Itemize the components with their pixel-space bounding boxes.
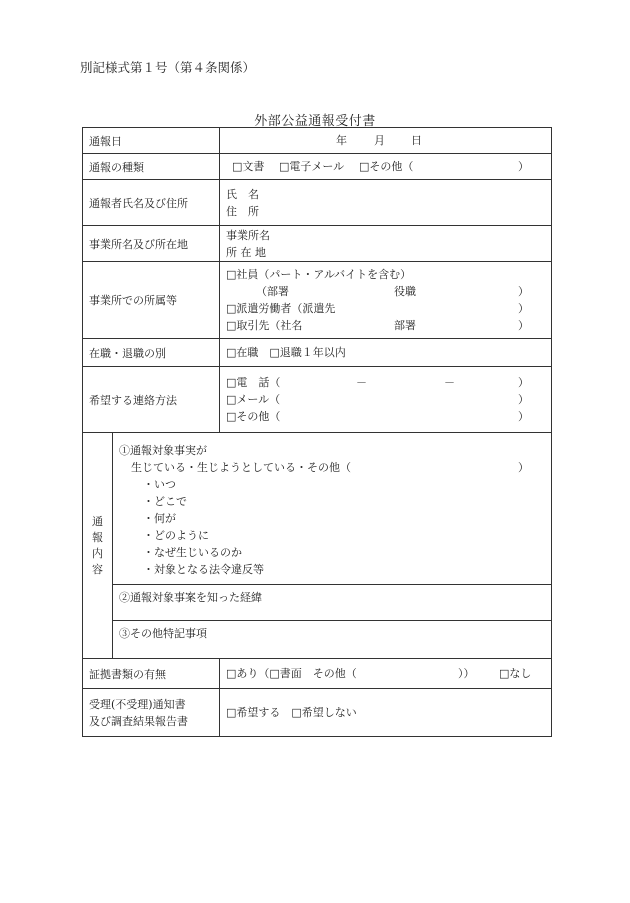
section-1-status: 生じている・生じようとしている・その他（ — [131, 461, 351, 474]
item-why: ・なぜ生じいるのか — [143, 546, 242, 559]
row-report-type — [83, 154, 552, 180]
paren-close: ）） — [458, 667, 475, 680]
year-label: 年 — [336, 134, 347, 147]
option-partner[interactable]: □取引先（社名 — [226, 319, 303, 332]
role-label: 役職 — [394, 285, 416, 298]
field-evidence — [220, 659, 552, 689]
field-affiliation — [220, 262, 552, 339]
label-employment-status: 在職・退職の別 — [83, 339, 220, 367]
day-label: 日 — [411, 134, 422, 147]
label-report-type: 通報の種類 — [83, 154, 220, 180]
field-notice — [220, 689, 552, 737]
row-content-background — [83, 585, 552, 621]
section-2-title: ②通報対象事案を知った経緯 — [119, 591, 262, 604]
phone-dash-2: － — [444, 376, 455, 389]
field-reporter[interactable] — [220, 180, 552, 226]
paren-close: ） — [518, 160, 529, 173]
label-report-content: 通 報 内 容 — [83, 433, 113, 659]
label-notice: 受理(不受理)通知書 及び調査結果報告書 — [83, 689, 220, 737]
field-content-notes[interactable] — [113, 621, 552, 659]
label-contact-method: 希望する連絡方法 — [83, 367, 220, 433]
paren-close: ） — [518, 285, 529, 298]
option-dispatch[interactable]: □派遣労働者（派遣先 — [226, 302, 336, 315]
option-employee[interactable]: □社員（パート・アルバイトを含む） — [226, 268, 412, 281]
document-title: 外部公益通報受付書 — [254, 114, 376, 129]
reporter-name-label: 氏 名 — [226, 187, 259, 201]
section-1-title: ①通報対象事実が — [119, 444, 207, 457]
row-employment-status — [83, 339, 552, 367]
dept-label: （部署 — [256, 285, 289, 298]
item-when: ・いつ — [143, 478, 176, 491]
row-evidence — [83, 659, 552, 689]
item-where: ・どこで — [143, 495, 187, 508]
row-content-notes — [83, 621, 552, 659]
option-other-contact[interactable]: □その他（ — [226, 410, 281, 423]
notice-options[interactable]: □希望する □希望しない — [226, 706, 357, 719]
option-phone[interactable]: □電 話（ — [226, 376, 281, 389]
row-contact-method — [83, 367, 552, 433]
option-mail[interactable]: □メール（ — [226, 393, 281, 406]
item-what: ・何が — [143, 512, 176, 525]
row-reporter — [83, 180, 552, 226]
field-report-type — [220, 154, 552, 180]
partner-dept-label: 部署 — [394, 319, 416, 332]
item-how: ・どのように — [143, 529, 209, 542]
label-evidence: 証拠書類の有無 — [83, 659, 220, 689]
field-contact-method — [220, 367, 552, 433]
paren-close: ） — [518, 302, 529, 315]
field-report-date[interactable] — [220, 128, 552, 154]
field-office[interactable] — [220, 226, 552, 262]
row-content-facts — [83, 433, 552, 585]
label-reporter: 通報者氏名及び住所 — [83, 180, 220, 226]
option-evidence-yes[interactable]: □あり（□書面 その他（ — [226, 667, 357, 680]
option-email[interactable]: □電子メール — [279, 160, 345, 173]
row-notice — [83, 689, 552, 737]
phone-dash-1: － — [356, 376, 367, 389]
paren-close: ） — [518, 319, 529, 332]
office-name-label: 事業所名 — [226, 228, 270, 242]
paren-close: ） — [518, 376, 529, 389]
paren-close: ） — [518, 393, 529, 406]
item-violation: ・対象となる法令違反等 — [143, 563, 264, 576]
field-employment-status — [220, 339, 552, 367]
row-office — [83, 226, 552, 262]
option-evidence-no[interactable]: □なし — [499, 667, 532, 680]
month-label: 月 — [374, 134, 385, 147]
field-content-facts[interactable] — [113, 433, 552, 585]
paren-close: ） — [518, 461, 529, 474]
label-report-date: 通報日 — [83, 128, 220, 154]
office-location-label: 所 在 地 — [226, 245, 266, 259]
label-affiliation: 事業所での所属等 — [83, 262, 220, 339]
option-other[interactable]: □その他（ — [359, 160, 414, 173]
row-affiliation — [83, 262, 552, 339]
form-reference: 別記様式第１号（第４条関係） — [80, 60, 256, 75]
paren-close: ） — [518, 410, 529, 423]
section-3-title: ③その他特記事項 — [119, 627, 207, 640]
label-office: 事業所名及び所在地 — [83, 226, 220, 262]
row-report-date — [83, 128, 552, 154]
employment-status-options[interactable]: □在職 □退職１年以内 — [226, 346, 346, 359]
option-document[interactable]: □文書 — [232, 160, 265, 173]
report-form-table — [82, 127, 552, 737]
reporter-address-label: 住 所 — [226, 204, 259, 218]
field-content-background[interactable] — [113, 585, 552, 621]
